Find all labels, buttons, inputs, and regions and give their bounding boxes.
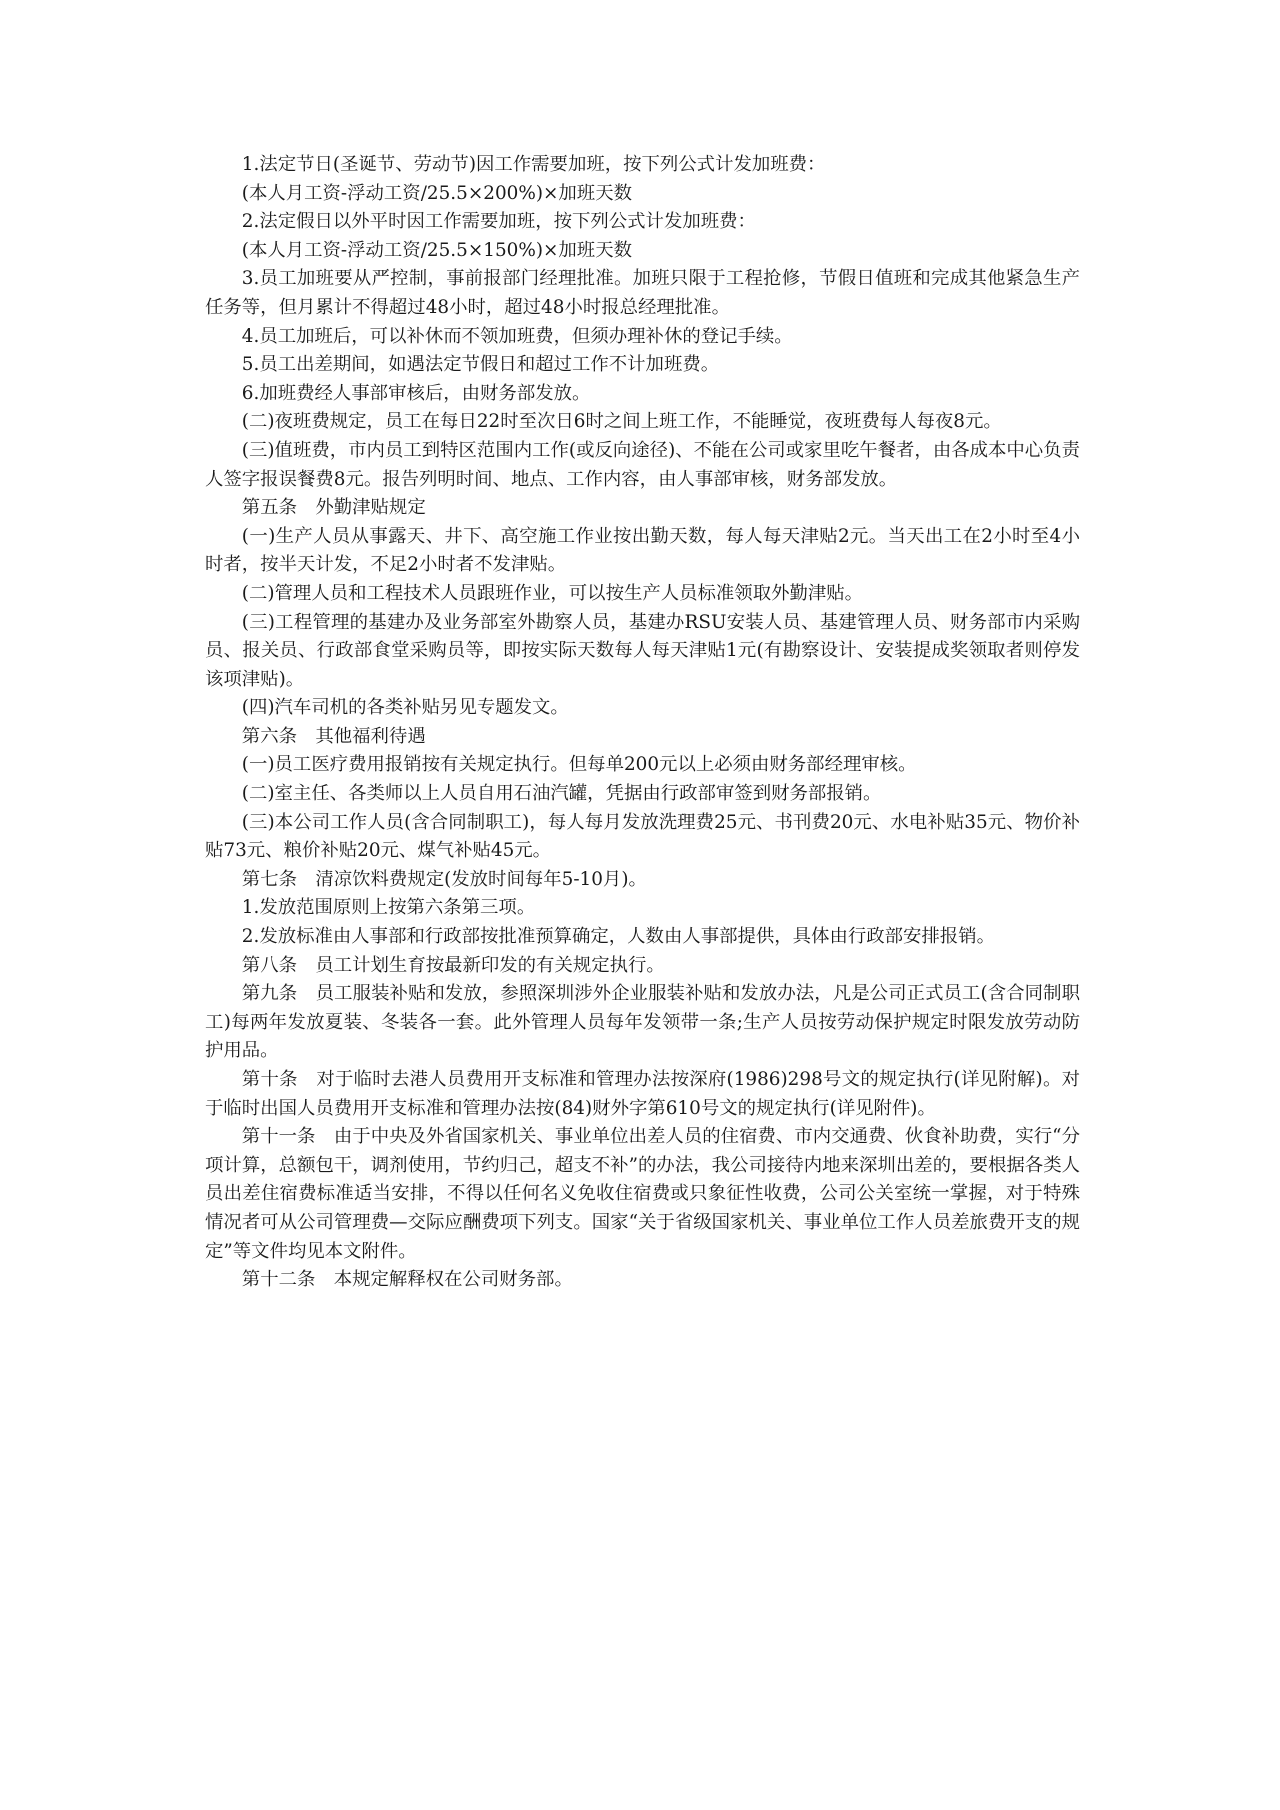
paragraph-overtime-control: 3.员工加班要从严控制，事前报部门经理批准。加班只限于工程抢修，节假日值班和完成其他紧急生产任务等，但月累计不得超过48小时，超过48小时报总经理批准。 <box>205 268 1080 318</box>
paragraph-weekday-formula: (本人月工资-浮动工资/25.5×150%)×加班天数 <box>241 239 632 261</box>
article-7-heading: 第七条 清凉饮料费规定(发放时间每年5-10月)。 <box>241 868 647 890</box>
paragraph-welfare-1: (一)员工医疗费用报销按有关规定执行。但每单200元以上必须由财务部经理审核。 <box>241 754 917 776</box>
article-5-heading: 第五条 外勤津贴规定 <box>241 497 426 519</box>
paragraph-field-allowance-3: (三)工程管理的基建办及业务部室外勘察人员，基建办RSU安装人员、基建管理人员、财务部市内采购员、报关员、行政部食堂采购员等，即按实际天数每人每天津贴1元(有勘察设计、安装提成奖领取者则停发该项津贴)。 <box>205 611 1080 690</box>
paragraph-field-allowance-2: (二)管理人员和工程技术人员跟班作业，可以按生产人员标准领取外勤津贴。 <box>241 582 864 604</box>
paragraph-beverage-2: 2.发放标准由人事部和行政部按批准预算确定，人数由人事部提供，具体由行政部安排报销。 <box>241 926 995 948</box>
article-10: 第十条 对于临时去港人员费用开支标准和管理办法按深府(1986)298号文的规定执行(详见附解)。对于临时出国人员费用开支标准和管理办法按(84)财外字第610号文的规定执行(详见附件)。 <box>205 1069 1080 1119</box>
article-11: 第十一条 由于中央及外省国家机关、事业单位出差人员的住宿费、市内交通费、伙食补助费，实行“分项计算，总额包干，调剂使用，节约归己，超支不补”的办法，我公司接待内地来深圳出差的，要根据各类人员出差住宿费标准适当安排，不得以任何名义免收住宿费或只象征性收费，公司公关室统一掌握，对于特殊情况者可从公司管理费—交际应酬费项下列支。国家“关于省级国家机关、事业单位工作人员差旅费开支的规定”等文件均见本文附件。 <box>205 1126 1080 1262</box>
paragraph-beverage-1: 1.发放范围原则上按第六条第三项。 <box>241 897 536 919</box>
document-body <box>205 151 1080 1295</box>
article-6-heading: 第六条 其他福利待遇 <box>241 725 426 747</box>
paragraph-holiday-formula: (本人月工资-浮动工资/25.5×200%)×加班天数 <box>241 182 632 204</box>
paragraph-business-trip: 5.员工出差期间，如遇法定节假日和超过工作不计加班费。 <box>241 354 720 376</box>
article-8: 第八条 员工计划生育按最新印发的有关规定执行。 <box>241 954 665 976</box>
paragraph-holiday-overtime: 1.法定节日(圣诞节、劳动节)因工作需要加班，按下列公式计发加班费： <box>241 154 826 175</box>
paragraph-weekday-overtime: 2.法定假日以外平时因工作需要加班，按下列公式计发加班费： <box>241 211 756 233</box>
paragraph-field-allowance-4: (四)汽车司机的各类补贴另见专题发文。 <box>241 697 569 719</box>
paragraph-compensatory-leave: 4.员工加班后，可以补休而不领加班费，但须办理补休的登记手续。 <box>241 325 793 347</box>
article-12: 第十二条 本规定解释权在公司财务部。 <box>241 1269 573 1291</box>
paragraph-welfare-3: (三)本公司工作人员(含合同制职工)，每人每月发放洗理费25元、书刊费20元、水电补贴35元、物价补贴73元、粮价补贴20元、煤气补贴45元。 <box>205 811 1080 862</box>
article-9: 第九条 员工服装补贴和发放，参照深圳涉外企业服装补贴和发放办法，凡是公司正式员工(含合同制职工)每两年发放夏装、冬装各一套。此外管理人员每年发领带一条;生产人员按劳动保护规定时限发放劳动防护用品。 <box>205 983 1080 1062</box>
paragraph-night-shift: (二)夜班费规定，员工在每日22时至次日6时之间上班工作，不能睡觉，夜班费每人每夜8元。 <box>241 411 1002 433</box>
paragraph-duty-allowance: (三)值班费，市内员工到特区范围内工作(或反向途径)、不能在公司或家里吃午餐者，由各成本中心负责人签字报误餐费8元。报告列明时间、地点、工作内容，由人事部审核，财务部发放。 <box>205 439 1080 490</box>
paragraph-overtime-payment: 6.加班费经人事部审核后，由财务部发放。 <box>241 382 591 404</box>
paragraph-field-allowance-1: (一)生产人员从事露天、井下、高空施工作业按出勤天数，每人每天津贴2元。当天出工在2小时至4小时者，按半天计发，不足2小时者不发津贴。 <box>205 525 1080 576</box>
paragraph-welfare-2: (二)室主任、各类师以上人员自用石油汽罐，凭据由行政部审签到财务部报销。 <box>241 783 882 805</box>
